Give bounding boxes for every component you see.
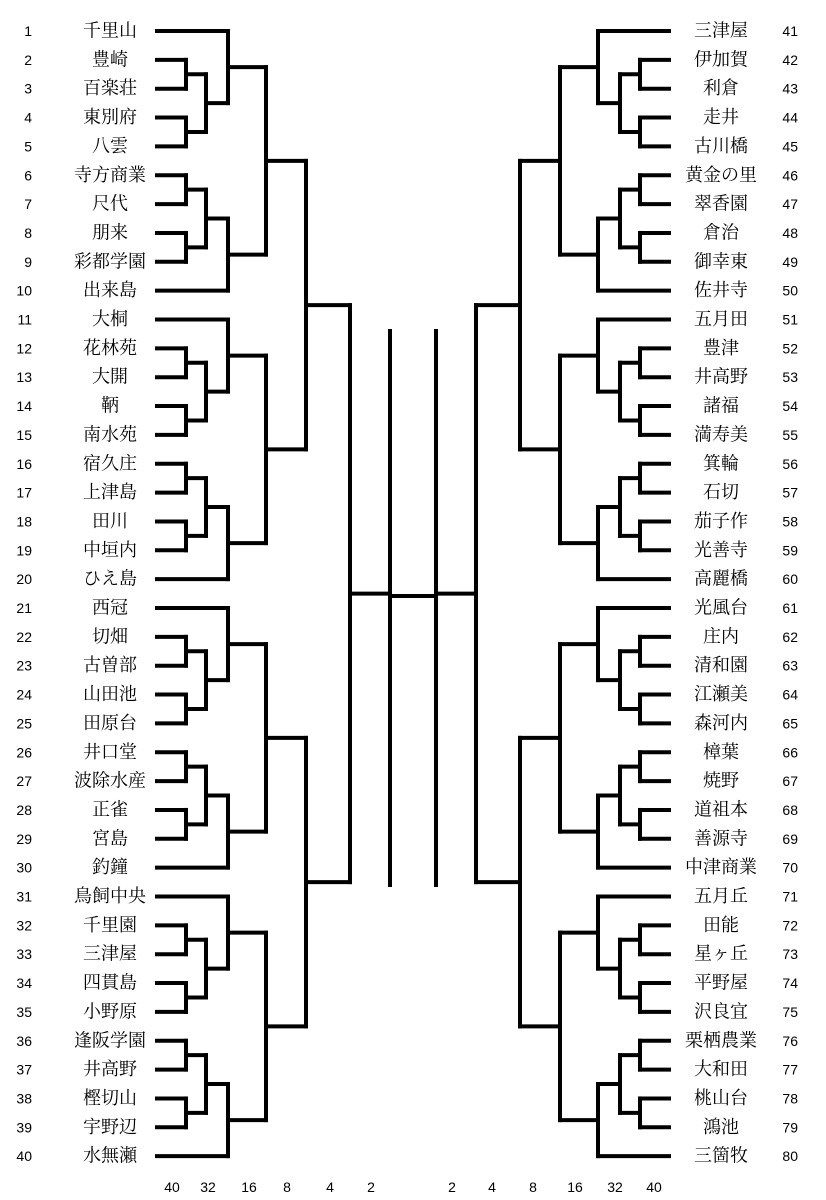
seed-number: 51: [782, 311, 798, 328]
seed-number: 76: [782, 1032, 798, 1049]
team-name: 善源寺: [694, 828, 748, 850]
team-name: 翠香園: [694, 193, 748, 215]
team-name: 箕輪: [703, 453, 739, 475]
seed-number: 47: [782, 196, 798, 213]
seed-number: 6: [24, 167, 32, 184]
team-name: 三箇牧: [694, 1145, 748, 1167]
team-name: 光風台: [694, 597, 748, 619]
team-name: 大和田: [694, 1059, 748, 1081]
seed-number: 45: [782, 138, 798, 155]
team-name: 佐井寺: [694, 280, 748, 302]
team-name: 小野原: [83, 1001, 137, 1023]
seed-number: 67: [782, 773, 798, 790]
team-name: 三津屋: [83, 943, 137, 965]
seed-number: 24: [16, 686, 32, 703]
team-name: 五月丘: [694, 886, 748, 907]
round-label: 32: [200, 1179, 216, 1195]
seed-number: 41: [782, 23, 798, 39]
seed-number: 26: [16, 744, 32, 761]
seed-number: 48: [782, 224, 798, 241]
team-name: 樟葉: [703, 741, 739, 763]
seed-number: 50: [782, 282, 798, 299]
seed-number: 21: [16, 600, 32, 616]
seed-number: 29: [16, 830, 32, 847]
seed-number: 1: [24, 23, 32, 39]
seed-number: 65: [782, 715, 798, 732]
team-name: 五月田: [694, 309, 748, 330]
round-label: 40: [646, 1179, 662, 1195]
seed-number: 38: [16, 1090, 32, 1107]
seed-number: 33: [16, 946, 32, 963]
seed-number: 57: [782, 484, 798, 501]
seed-number: 9: [24, 253, 32, 270]
seed-number: 56: [782, 455, 798, 472]
team-name: 釣鐘: [92, 857, 128, 879]
seed-number: 52: [782, 340, 798, 357]
team-name: 古曽部: [83, 655, 137, 677]
team-name: 豊崎: [92, 49, 128, 71]
team-name: 逢阪学園: [74, 1030, 146, 1052]
team-name: 切畑: [92, 626, 128, 648]
team-name: 石切: [703, 482, 739, 504]
team-name: 諸福: [703, 395, 739, 417]
seed-number: 25: [16, 715, 32, 732]
seed-number: 17: [16, 484, 32, 501]
team-name: 満寿美: [694, 424, 748, 446]
team-name: 高麗橋: [694, 568, 748, 590]
team-name: 伊加賀: [694, 49, 748, 71]
team-name: 栗栖農業: [685, 1030, 757, 1052]
team-name: 光善寺: [694, 539, 748, 561]
team-name: 江瀬美: [694, 684, 748, 706]
seed-number: 2: [24, 51, 32, 68]
team-name: 花林苑: [83, 337, 137, 359]
seed-number: 61: [782, 600, 798, 616]
seed-number: 69: [782, 830, 798, 847]
seed-number: 63: [782, 657, 798, 674]
team-name: 井口堂: [83, 741, 137, 763]
round-label: 16: [241, 1179, 257, 1195]
team-name: 西冠: [92, 597, 128, 619]
team-name: 黄金の里: [685, 164, 757, 186]
seed-number: 32: [16, 917, 32, 934]
team-name: 千里山: [83, 20, 137, 42]
seed-number: 70: [782, 859, 798, 876]
seed-number: 18: [16, 513, 32, 530]
seed-number: 40: [16, 1148, 32, 1165]
seed-number: 64: [782, 686, 798, 703]
seed-number: 14: [16, 398, 32, 415]
seed-number: 75: [782, 1003, 798, 1020]
team-name: 田原台: [83, 712, 137, 734]
team-name: 走井: [703, 107, 739, 129]
seed-number: 80: [782, 1148, 798, 1165]
team-name: 鞆: [101, 395, 119, 417]
team-name: 樫切山: [83, 1087, 137, 1109]
seed-number: 68: [782, 801, 798, 818]
team-name: 大開: [92, 366, 128, 388]
team-name: 波除水産: [74, 770, 146, 792]
team-name: 朋来: [92, 222, 128, 244]
seed-number: 74: [782, 975, 798, 992]
seed-number: 60: [782, 571, 798, 588]
team-name: 古川橋: [694, 135, 748, 157]
team-name: 田能: [703, 914, 739, 936]
seed-number: 43: [782, 80, 798, 97]
seed-number: 12: [16, 340, 32, 357]
team-name: 星ヶ丘: [694, 943, 748, 965]
seed-number: 49: [782, 253, 798, 270]
seed-number: 28: [16, 801, 32, 818]
seed-number: 20: [16, 571, 32, 588]
team-name: 鳥飼中央: [74, 886, 146, 907]
seed-number: 19: [16, 542, 32, 559]
seed-number: 73: [782, 946, 798, 963]
team-name: 寺方商業: [74, 164, 146, 186]
team-name: 御幸東: [694, 251, 748, 273]
team-name: 東別府: [83, 107, 137, 129]
seed-number: 77: [782, 1061, 798, 1078]
team-name: 水無瀬: [83, 1145, 137, 1167]
team-name: 倉治: [703, 222, 739, 244]
seed-number: 10: [16, 282, 32, 299]
team-name: 平野屋: [694, 972, 748, 994]
round-label: 32: [607, 1179, 623, 1195]
seed-number: 5: [24, 138, 32, 155]
team-name: 清和園: [694, 655, 748, 677]
team-name: 正雀: [92, 799, 128, 821]
seed-number: 34: [16, 975, 32, 992]
team-name: 大桐: [92, 309, 128, 330]
seed-number: 62: [782, 628, 798, 645]
seed-number: 7: [24, 196, 32, 213]
team-name: 田川: [92, 510, 128, 532]
seed-number: 79: [782, 1119, 798, 1136]
seed-number: 55: [782, 426, 798, 443]
seed-number: 72: [782, 917, 798, 934]
seed-number: 3: [24, 80, 32, 97]
team-name: 利倉: [703, 78, 739, 100]
team-name: 出来島: [83, 280, 137, 302]
team-name: 桃山台: [694, 1087, 748, 1109]
team-name: 千里園: [83, 914, 137, 936]
team-name: 三津屋: [694, 20, 748, 42]
round-label: 8: [283, 1179, 291, 1195]
team-name: 百楽荘: [83, 78, 137, 100]
team-name: 彩都学園: [74, 251, 146, 273]
seed-number: 78: [782, 1090, 798, 1107]
seed-number: 59: [782, 542, 798, 559]
seed-number: 30: [16, 859, 32, 876]
round-label: 16: [567, 1179, 583, 1195]
team-name: 庄内: [703, 626, 739, 648]
team-name: 宇野辺: [83, 1116, 137, 1138]
seed-number: 53: [782, 369, 798, 386]
team-name: 八雲: [92, 135, 128, 157]
round-label: 40: [164, 1179, 180, 1195]
seed-number: 54: [782, 398, 798, 415]
team-name: ひえ島: [83, 568, 137, 590]
seed-number: 36: [16, 1032, 32, 1049]
round-label: 2: [448, 1179, 456, 1195]
team-name: 森河内: [694, 712, 748, 734]
team-name: 沢良宜: [694, 1001, 748, 1023]
team-name: 豊津: [703, 337, 739, 359]
round-label: 2: [367, 1179, 375, 1195]
team-name: 山田池: [83, 684, 137, 706]
team-name: 尺代: [92, 193, 128, 215]
team-name: 中津商業: [685, 857, 757, 879]
seed-number: 37: [16, 1061, 32, 1078]
team-name: 井高野: [694, 366, 748, 388]
team-name: 中垣内: [83, 539, 137, 561]
seed-number: 15: [16, 426, 32, 443]
seed-number: 71: [782, 888, 798, 905]
seed-number: 35: [16, 1003, 32, 1020]
seed-number: 39: [16, 1119, 32, 1136]
team-name: 茄子作: [694, 510, 748, 532]
team-name: 焼野: [703, 770, 739, 792]
round-label: 4: [488, 1179, 496, 1195]
team-name: 井高野: [83, 1059, 137, 1081]
seed-number: 4: [24, 109, 32, 126]
round-label: 4: [326, 1179, 334, 1195]
seed-number: 8: [24, 224, 32, 241]
round-label: 8: [529, 1179, 537, 1195]
seed-number: 16: [16, 455, 32, 472]
seed-number: 31: [16, 888, 32, 905]
team-name: 上津島: [83, 482, 137, 504]
seed-number: 23: [16, 657, 32, 674]
seed-number: 13: [16, 369, 32, 386]
seed-number: 46: [782, 167, 798, 184]
team-name: 道祖本: [694, 799, 748, 821]
team-name: 南水苑: [83, 424, 137, 446]
seed-number: 58: [782, 513, 798, 530]
seed-number: 44: [782, 109, 798, 126]
team-name: 鴻池: [703, 1116, 739, 1138]
seed-number: 22: [16, 628, 32, 645]
team-name: 宮島: [92, 828, 128, 850]
team-name: 宿久庄: [83, 453, 137, 475]
team-name: 四貫島: [83, 972, 137, 994]
seed-number: 42: [782, 51, 798, 68]
seed-number: 27: [16, 773, 32, 790]
seed-number: 11: [17, 311, 32, 328]
seed-number: 66: [782, 744, 798, 761]
